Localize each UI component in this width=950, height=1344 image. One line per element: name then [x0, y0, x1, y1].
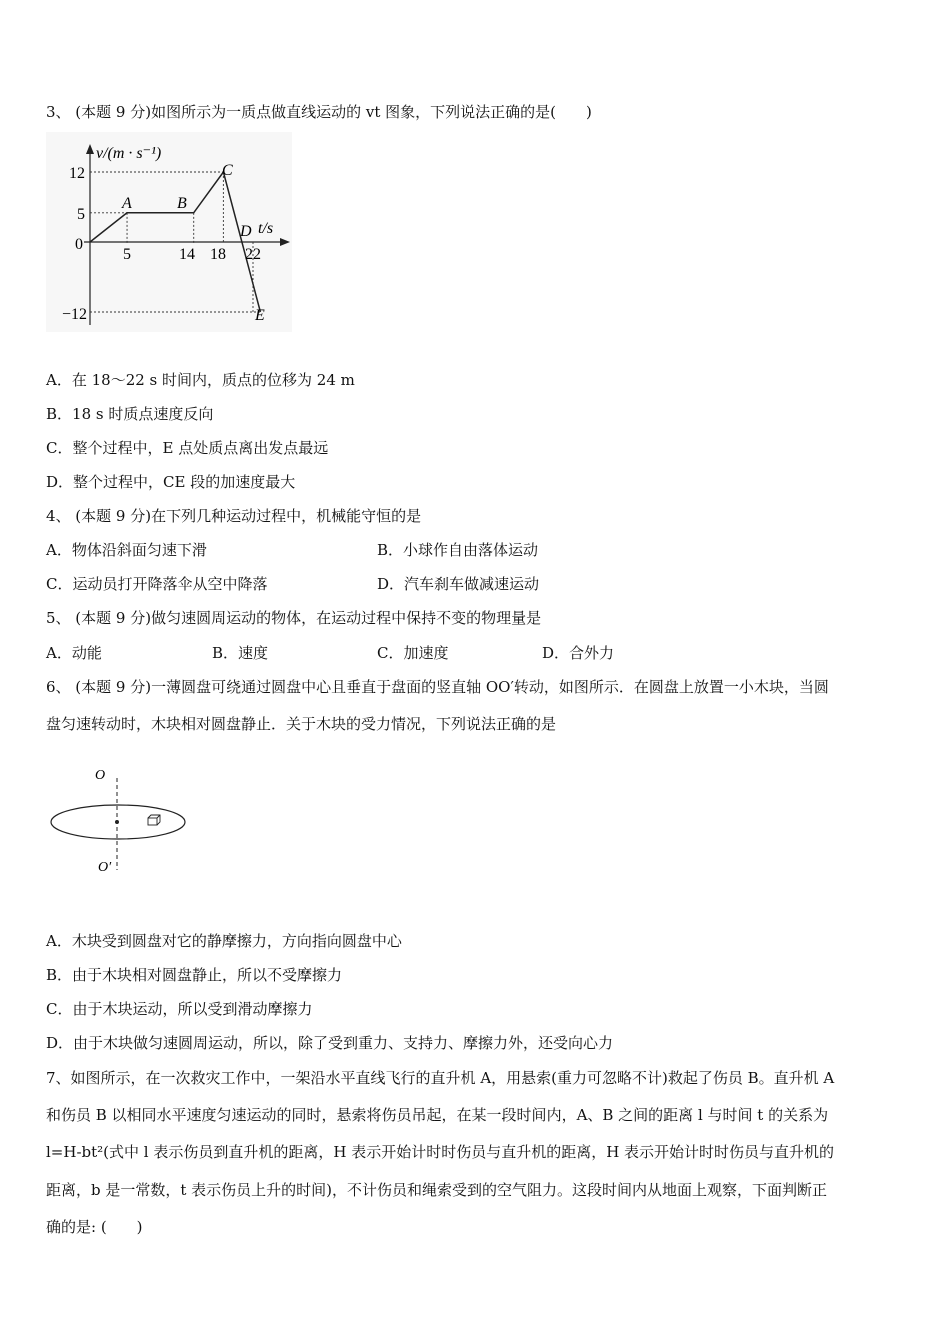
q3-option-d[interactable]: D．整个过程中，CE 段的加速度最大: [46, 473, 296, 491]
q3-option-c[interactable]: C．整个过程中，E 点处质点离出发点最远: [46, 439, 329, 457]
wood-block-icon: [148, 815, 160, 825]
point-label-E: E: [255, 307, 265, 324]
q4-option-b[interactable]: B．小球作自由落体运动: [377, 541, 539, 559]
x-tick-22: 22: [245, 246, 261, 263]
x-tick-5: 5: [123, 246, 131, 263]
q6-stem-line2: 盘匀速转动时，木块相对圆盘静止．关于木块的受力情况，下列说法正确的是: [46, 715, 557, 733]
q5-option-c[interactable]: C．加速度: [377, 644, 449, 662]
disk-center-dot: [115, 820, 119, 824]
y-axis-label: v/(m · s⁻¹): [96, 145, 162, 162]
y-tick-neg12: −12: [61, 306, 87, 323]
q4-stem: 4、 (本题 9 分)在下列几种运动过程中，机械能守恒的是: [46, 507, 422, 525]
q6-option-a[interactable]: A．木块受到圆盘对它的静摩擦力，方向指向圆盘中心: [46, 932, 402, 950]
q5-option-a[interactable]: A．动能: [46, 644, 102, 662]
q5-option-d[interactable]: D．合外力: [542, 644, 615, 662]
q4-option-d[interactable]: D．汽车刹车做减速运动: [377, 575, 540, 593]
q5-option-b[interactable]: B．速度: [212, 644, 269, 662]
x-axis-label: t/s: [258, 220, 274, 237]
point-label-B: B: [177, 195, 187, 212]
x-tick-18: 18: [210, 246, 226, 263]
q7-line1: 7、如图所示，在一次救灾工作中，一架沿水平直线飞行的直升机 A，用悬索(重力可忽略不计)救起了伤员 B。直升机 A: [46, 1069, 835, 1087]
q4-option-a[interactable]: A．物体沿斜面匀速下滑: [46, 541, 207, 559]
chart-background: [46, 132, 292, 332]
label-o: O: [95, 768, 106, 783]
q6-option-b[interactable]: B．由于木块相对圆盘静止，所以不受摩擦力: [46, 966, 343, 984]
q5-stem: 5、 (本题 9 分)做匀速圆周运动的物体，在运动过程中保持不变的物理量是: [46, 609, 542, 627]
q7-line5: 确的是: ( ): [46, 1218, 143, 1236]
label-o-prime: O′: [98, 860, 112, 875]
q3-option-b[interactable]: B．18 s 时质点速度反向: [46, 405, 214, 423]
x-tick-14: 14: [179, 246, 195, 263]
q3-stem: 3、 (本题 9 分)如图所示为一质点做直线运动的 vt 图象，下列说法正确的是( ): [46, 103, 592, 121]
point-label-C: C: [222, 162, 233, 179]
q7-line4: 距离，b 是一常数，t 表示伤员上升的时间)，不计伤员和绳索受到的空气阻力。这段时间内从地面上观察，下面判断正: [46, 1181, 828, 1199]
q7-line2: 和伤员 B 以相同水平速度匀速运动的同时，悬索将伤员吊起，在某一段时间内，A、B 之间的距离 l 与时间 t 的关系为: [46, 1106, 829, 1124]
y-tick-5: 5: [77, 206, 85, 223]
y-tick-12: 12: [69, 165, 85, 182]
q7-line3: l=H-bt²(式中 l 表示伤员到直升机的距离，H 表示开始计时时伤员与直升机的距离，H 表示开始计时时伤员与直升机的: [46, 1143, 835, 1161]
q6-option-d[interactable]: D．由于木块做匀速圆周运动，所以，除了受到重力、支持力、摩擦力外，还受向心力: [46, 1034, 614, 1052]
q3-option-a[interactable]: A．在 18～22 s 时间内，质点的位移为 24 m: [46, 371, 355, 389]
q6-option-c[interactable]: C．由于木块运动，所以受到滑动摩擦力: [46, 1000, 313, 1018]
point-label-A: A: [122, 195, 132, 212]
vt-chart: [46, 132, 296, 332]
q4-option-c[interactable]: C．运动员打开降落伞从空中降落: [46, 575, 268, 593]
origin-label: 0: [75, 236, 83, 253]
point-label-D: D: [240, 223, 252, 240]
rotating-disk-figure: [46, 760, 196, 875]
q6-stem-line1: 6、 (本题 9 分)一薄圆盘可绕通过圆盘中心且垂直于盘面的竖直轴 OO′转动，如图所示．在圆盘上放置一小木块，当圆: [46, 678, 829, 696]
